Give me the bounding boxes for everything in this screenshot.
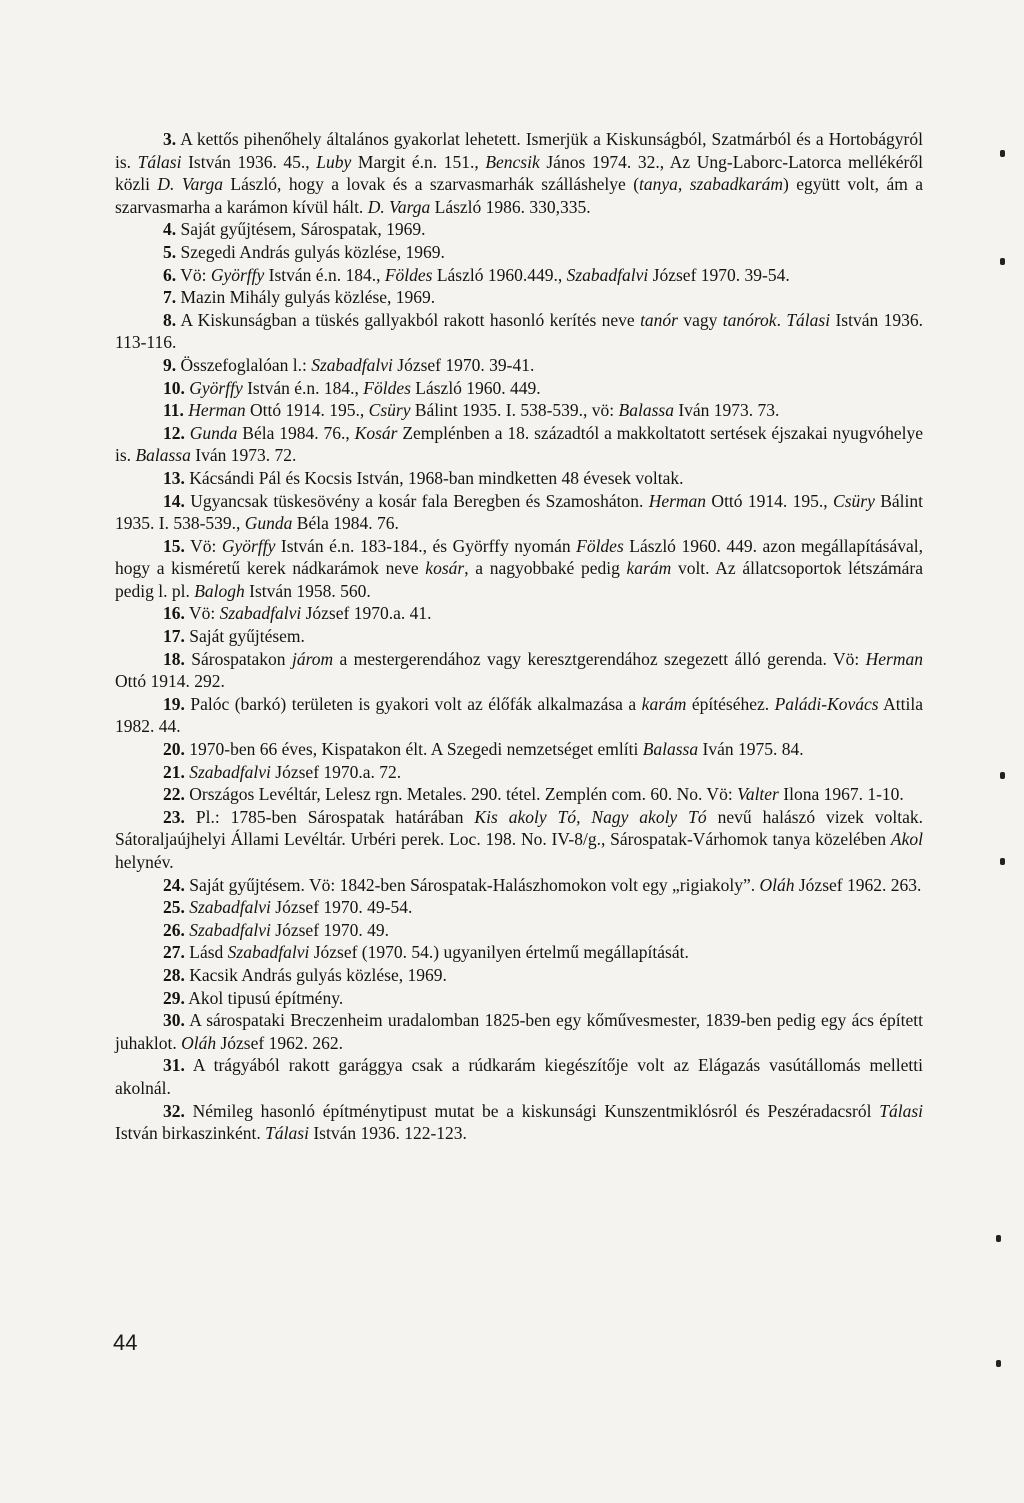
footnote-text: Szabadfalvi József 1970.a. 72. [189, 761, 402, 782]
footnote-number: 23. [163, 806, 185, 827]
footnote-number: 14. [163, 490, 185, 511]
footnote-text: Herman Ottó 1914. 195., Csüry Bálint 1935. I. 538-539., vö: Balassa Iván 1973. 73. [188, 400, 780, 421]
footnote [115, 241, 923, 264]
footnote [115, 761, 923, 784]
footnote-number: 31. [163, 1055, 185, 1076]
footnote-text: Szabadfalvi József 1970. 49. [189, 919, 390, 940]
footnote-text: Györffy István é.n. 184., Földes László 1960. 449. [189, 377, 541, 398]
footnote [115, 467, 923, 490]
footnote-text: Összefoglalóan l.: Szabadfalvi József 1970. 39-41. [180, 354, 535, 375]
footnote [115, 874, 923, 897]
footnote-number: 21. [163, 761, 185, 782]
footnote-text: A trágyából rakott garággya csak a rúdkarám kiegészítője volt az Elágazás vasútállomás melletti akolnál. [115, 1055, 923, 1098]
footnote-text: Mazin Mihály gulyás közlése, 1969. [180, 287, 436, 308]
footnote-number: 3. [163, 129, 177, 149]
footnote-text: Saját gyűjtésem. [189, 626, 305, 647]
footnote-number: 28. [163, 964, 185, 985]
footnote [115, 309, 923, 354]
footnote-number: 11. [163, 400, 184, 421]
footnote-text: Lásd Szabadfalvi József (1970. 54.) ugyanilyen értelmű megállapítását. [189, 942, 689, 963]
footnote-text: Palóc (barkó) területen is gyakori volt az élőfák alkalmazása a karám építéséhez. Paládi-Kovács Attila 1982. 44. [115, 693, 923, 737]
footnote-number: 12. [163, 422, 185, 443]
footnote-number: 10. [163, 377, 185, 398]
footnote-text: Vö: Györffy István é.n. 184., Földes László 1960.449., Szabadfalvi József 1970. 39-54. [180, 264, 790, 285]
footnote-text: Némileg hasonló építménytipust mutat be a kiskunsági Kunszentmiklósról és Peszéradacsról Tálasi István birkaszinként. Tálasi István 1936. 122-123. [115, 1100, 923, 1144]
footnote-number: 32. [163, 1100, 185, 1121]
footnote [115, 625, 923, 648]
footnote-number: 24. [163, 874, 185, 895]
scan-speck [1000, 150, 1005, 157]
footnote [115, 399, 923, 422]
footnote-text: Pl.: 1785-ben Sárospatak határában Kis akoly Tó, Nagy akoly Tó nevű halászó vizek voltak. Sátoraljaújhelyi Állami Levéltár. Urbéri perek. Loc. 198. No. IV-8/g., Sárospatak-Várhomok tanya közelében Akol helynév. [115, 806, 924, 872]
footnote-number: 7. [163, 287, 177, 308]
scan-speck [1000, 858, 1005, 865]
footnote-text: Akol tipusú építmény. [188, 987, 344, 1008]
footnote-number: 5. [163, 241, 177, 262]
footnote [115, 535, 923, 603]
footnote [115, 354, 923, 377]
footnote [115, 693, 923, 738]
footnote-text: Saját gyűjtésem. Vö: 1842-ben Sárospatak-Halászhomokon volt egy „rigiakoly”. Oláh József 1962. 263. [189, 874, 922, 895]
footnote-number: 19. [163, 693, 185, 714]
footnote-text: Országos Levéltár, Lelesz rgn. Metales. 290. tétel. Zemplén com. 60. No. Vö: Valter Ilona 1967. 1-10. [189, 784, 904, 805]
footnote [115, 128, 923, 218]
footnote [115, 648, 923, 693]
footnote-text: Ugyancsak tüskesövény a kosár fala Beregben és Szamosháton. Herman Ottó 1914. 195., Csüry Bálint 1935. I. 538-539., Gunda Béla 1984. 76. [115, 490, 923, 534]
footnote-number: 27. [163, 942, 185, 963]
footnote-number: 6. [163, 264, 177, 285]
footnote [115, 602, 923, 625]
footnote [115, 896, 923, 919]
footnote-text: A sárospataki Breczenheim uradalomban 1825-ben egy kőművesmester, 1839-ben pedig egy ács épített juhaklot. Oláh József 1962. 262. [115, 1010, 923, 1053]
footnote-text: Saját gyűjtésem, Sárospatak, 1969. [180, 219, 426, 240]
footnote [115, 264, 923, 287]
footnote-number: 20. [163, 739, 185, 760]
footnote-text: Szabadfalvi József 1970. 49-54. [189, 897, 413, 918]
footnote-number: 15. [163, 535, 185, 556]
footnote-number: 22. [163, 784, 185, 805]
footnote-number: 16. [163, 603, 185, 624]
footnote-text: Kacsik András gulyás közlése, 1969. [189, 964, 447, 985]
footnote-text: Vö: Györffy István é.n. 183-184., és Györffy nyomán Földes László 1960. 449. azon megállapításával, hogy a kisméretű kerek nádkarámok neve kosár, a nagyobbaké pedig karám volt. Az állatcsoportok létszámára pedig l. pl. Balogh István 1958. 560. [115, 535, 924, 601]
footnote [115, 1100, 923, 1145]
page-number: 44 [113, 1330, 138, 1355]
footnote-number: 13. [163, 467, 185, 488]
footnote [115, 806, 923, 874]
scan-speck [996, 1360, 1001, 1367]
footnote [115, 490, 923, 535]
footnote [115, 1009, 923, 1054]
footnote-text: Kácsándi Pál és Kocsis István, 1968-ban mindketten 48 évesek voltak. [189, 467, 684, 488]
footnote-text: Szegedi András gulyás közlése, 1969. [180, 241, 445, 262]
footnote-number: 9. [163, 354, 177, 375]
footnote [115, 783, 923, 806]
footnote-number: 25. [163, 897, 185, 918]
footnote [115, 286, 923, 309]
footnote-text: Sárospatakon járom a mestergerendához vagy keresztgerendához szegezett álló gerenda. Vö: Herman Ottó 1914. 292. [115, 648, 923, 692]
footnote [115, 987, 923, 1010]
footnote [115, 218, 923, 241]
footnote-number: 17. [163, 626, 185, 647]
footnote [115, 738, 923, 761]
scan-speck [1000, 258, 1005, 265]
scan-speck [996, 1235, 1001, 1242]
footnote-number: 30. [163, 1010, 185, 1031]
footnote [115, 919, 923, 942]
footnote-number: 29. [163, 987, 185, 1008]
footnote-number: 8. [163, 309, 177, 330]
footnote-text: A Kiskunságban a tüskés gallyakból rakott hasonló kerítés neve tanór vagy tanórok. Tálasi István 1936. 113-116. [115, 309, 923, 353]
footnote [115, 1054, 923, 1099]
footnote [115, 377, 923, 400]
footnote-number: 18. [163, 648, 185, 669]
footnote-text: Gunda Béla 1984. 76., Kosár Zemplénben a 18. századtól a makkoltatott sertések éjszakai nyugvóhelye is. Balassa Iván 1973. 72. [115, 422, 923, 466]
footnote [115, 941, 923, 964]
footnote-text: A kettős pihenőhely általános gyakorlat lehetett. Ismerjük a Kiskunságból, Szatmárból és a Hortobágyról is. Tálasi István 1936. 45., Luby Margit é.n. 151., Bencsik János 1974. 32., Az Ung-Laborc-Latorca mellékéről közli D. Varga László, hogy a lovak és a szarvasmarhák szálláshelye (tanya, szabadkarám) együtt volt, ám a szarvasmarha a karámon kívül hált. D. Varga László 1986. 330,335. [115, 129, 923, 217]
footnote-text: 1970-ben 66 éves, Kispatakon élt. A Szegedi nemzetséget említi Balassa Iván 1975. 84. [189, 739, 804, 760]
footnote [115, 964, 923, 987]
scan-speck [1000, 772, 1005, 779]
footnotes-list [115, 128, 923, 1145]
footnote-number: 4. [163, 219, 177, 240]
footnote-text: Vö: Szabadfalvi József 1970.a. 41. [188, 603, 432, 624]
footnote [115, 422, 923, 467]
footnote-number: 26. [163, 919, 185, 940]
